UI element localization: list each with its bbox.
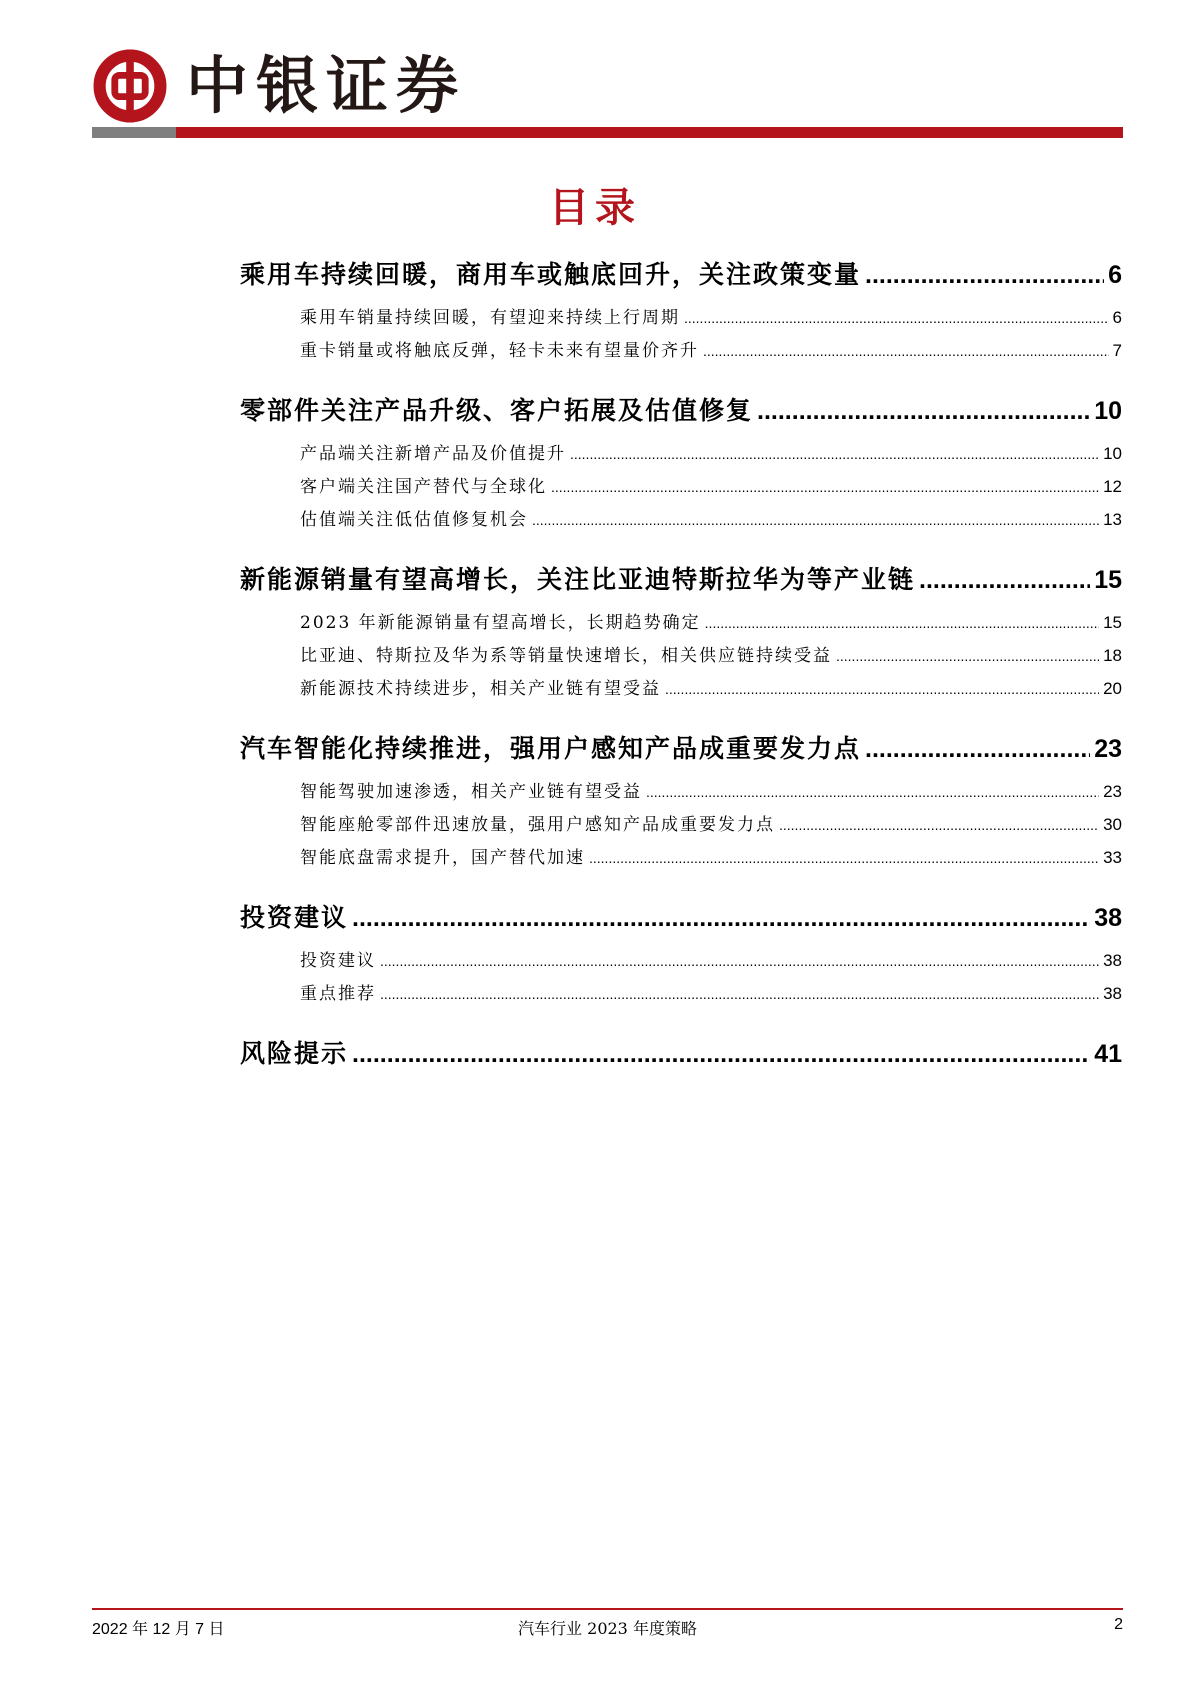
toc-subsection[interactable] xyxy=(300,505,1122,530)
toc-subsection-page: 6 xyxy=(1112,308,1122,327)
toc-section[interactable] xyxy=(240,729,1122,765)
footer-page-number: 2 xyxy=(1114,1616,1123,1633)
toc-subsection-label: 智能底盘需求提升，国产替代加速 xyxy=(300,848,585,868)
toc-subsection[interactable] xyxy=(300,979,1122,1004)
toc-subsection-label: 投资建议 xyxy=(300,951,376,971)
toc-leader-dots xyxy=(684,310,1109,326)
toc-section-label: 风险提示 xyxy=(240,1039,349,1068)
footer-date: 2022 年 12 月 7 日 xyxy=(92,1621,225,1638)
toc-leader-dots xyxy=(551,479,1099,495)
toc-leader-dots xyxy=(380,953,1099,969)
toc-section-page: 10 xyxy=(1094,397,1122,425)
header-rule-gray xyxy=(92,127,176,138)
footer-document-title: 汽车行业 2023 年度策略 xyxy=(518,1619,697,1638)
toc-leader-dots xyxy=(865,261,1104,290)
toc-section[interactable] xyxy=(240,1034,1122,1070)
toc-leader-dots xyxy=(380,986,1099,1002)
toc-subsection[interactable] xyxy=(300,336,1122,361)
toc-leader-dots xyxy=(705,615,1099,631)
toc-section-page: 6 xyxy=(1108,261,1122,289)
toc-subsection-label: 智能座舱零部件迅速放量，强用户感知产品成重要发力点 xyxy=(300,815,775,835)
toc-subsection-page: 7 xyxy=(1112,341,1122,360)
toc-subsection-label: 智能驾驶加速渗透，相关产业链有望受益 xyxy=(300,782,642,802)
toc-subsection-page: 10 xyxy=(1103,444,1122,463)
toc-leader-dots xyxy=(352,904,1090,933)
toc-subsection-page: 20 xyxy=(1103,679,1122,698)
toc-subsection[interactable] xyxy=(300,641,1122,666)
toc-subsection-label: 比亚迪、特斯拉及华为系等销量快速增长，相关供应链持续受益 xyxy=(300,646,832,666)
toc-leader-dots xyxy=(532,512,1099,528)
footer-rule xyxy=(92,1608,1123,1610)
toc-section-page: 15 xyxy=(1094,566,1122,594)
toc-section-page: 41 xyxy=(1094,1040,1122,1068)
toc-subsection-page: 38 xyxy=(1103,951,1122,970)
brand-name: 中银证券 xyxy=(186,49,467,122)
toc-subsection-label: 乘用车销量持续回暖，有望迎来持续上行周期 xyxy=(300,308,680,328)
page-footer xyxy=(92,1616,1123,1644)
toc-section-label: 汽车智能化持续推进，强用户感知产品成重要发力点 xyxy=(240,734,862,763)
toc-leader-dots xyxy=(703,343,1109,359)
toc-section[interactable] xyxy=(240,391,1122,427)
toc-subsection[interactable] xyxy=(300,674,1122,699)
toc-section-label: 投资建议 xyxy=(240,903,349,932)
toc-leader-dots xyxy=(865,735,1090,764)
toc-subsection-page: 38 xyxy=(1103,984,1122,1003)
toc-section-page: 38 xyxy=(1094,904,1122,932)
toc-subsection[interactable] xyxy=(300,843,1122,868)
page-header xyxy=(92,46,466,126)
toc-leader-dots xyxy=(836,648,1099,664)
toc-subsection[interactable] xyxy=(300,303,1122,328)
toc-section-label: 新能源销量有望高增长，关注比亚迪特斯拉华为等产业链 xyxy=(240,565,916,594)
toc-subsection-page: 13 xyxy=(1103,510,1122,529)
toc-leader-dots xyxy=(646,784,1099,800)
toc-leader-dots xyxy=(779,817,1099,833)
toc-subsection-page: 33 xyxy=(1103,848,1122,867)
toc-subsection-label: 重点推荐 xyxy=(300,984,376,1004)
header-rule-red xyxy=(176,127,1123,138)
toc-leader-dots xyxy=(665,681,1099,697)
toc-subsection-page: 30 xyxy=(1103,815,1122,834)
toc-subsection[interactable] xyxy=(300,608,1122,633)
toc-subsection-label: 重卡销量或将触底反弹，轻卡未来有望量价齐升 xyxy=(300,341,699,361)
toc-subsection[interactable] xyxy=(300,810,1122,835)
toc-subsection[interactable] xyxy=(300,439,1122,464)
toc-leader-dots xyxy=(589,850,1099,866)
toc-subsection[interactable] xyxy=(300,472,1122,497)
toc-section-label: 零部件关注产品升级、客户拓展及估值修复 xyxy=(240,396,754,425)
toc-leader-dots xyxy=(757,397,1090,426)
toc-subsection-label: 客户端关注国产替代与全球化 xyxy=(300,477,547,497)
header-rule xyxy=(92,127,1123,138)
toc-subsection-page: 12 xyxy=(1103,477,1122,496)
toc-subsection[interactable] xyxy=(300,946,1122,971)
toc-subsection-label: 2023 年新能源销量有望高增长，长期趋势确定 xyxy=(300,613,701,633)
bank-of-china-logo-icon xyxy=(92,48,168,124)
toc-leader-dots xyxy=(919,566,1090,595)
toc-subsection-label: 产品端关注新增产品及价值提升 xyxy=(300,444,566,464)
toc-section-label: 乘用车持续回暖，商用车或触底回升，关注政策变量 xyxy=(240,260,862,289)
toc-section[interactable] xyxy=(240,560,1122,596)
toc-section[interactable] xyxy=(240,255,1122,291)
toc-leader-dots xyxy=(352,1040,1090,1069)
toc-subsection-page: 18 xyxy=(1103,646,1122,665)
toc-leader-dots xyxy=(570,446,1099,462)
toc-subsection-label: 新能源技术持续进步，相关产业链有望受益 xyxy=(300,679,661,699)
toc-subsection-page: 15 xyxy=(1103,613,1122,632)
toc-section[interactable] xyxy=(240,898,1122,934)
toc-subsection-page: 23 xyxy=(1103,782,1122,801)
toc-title: 目录 xyxy=(549,184,641,231)
toc-subsection-label: 估值端关注低估值修复机会 xyxy=(300,510,528,530)
toc-subsection[interactable] xyxy=(300,777,1122,802)
toc-section-page: 23 xyxy=(1094,735,1122,763)
